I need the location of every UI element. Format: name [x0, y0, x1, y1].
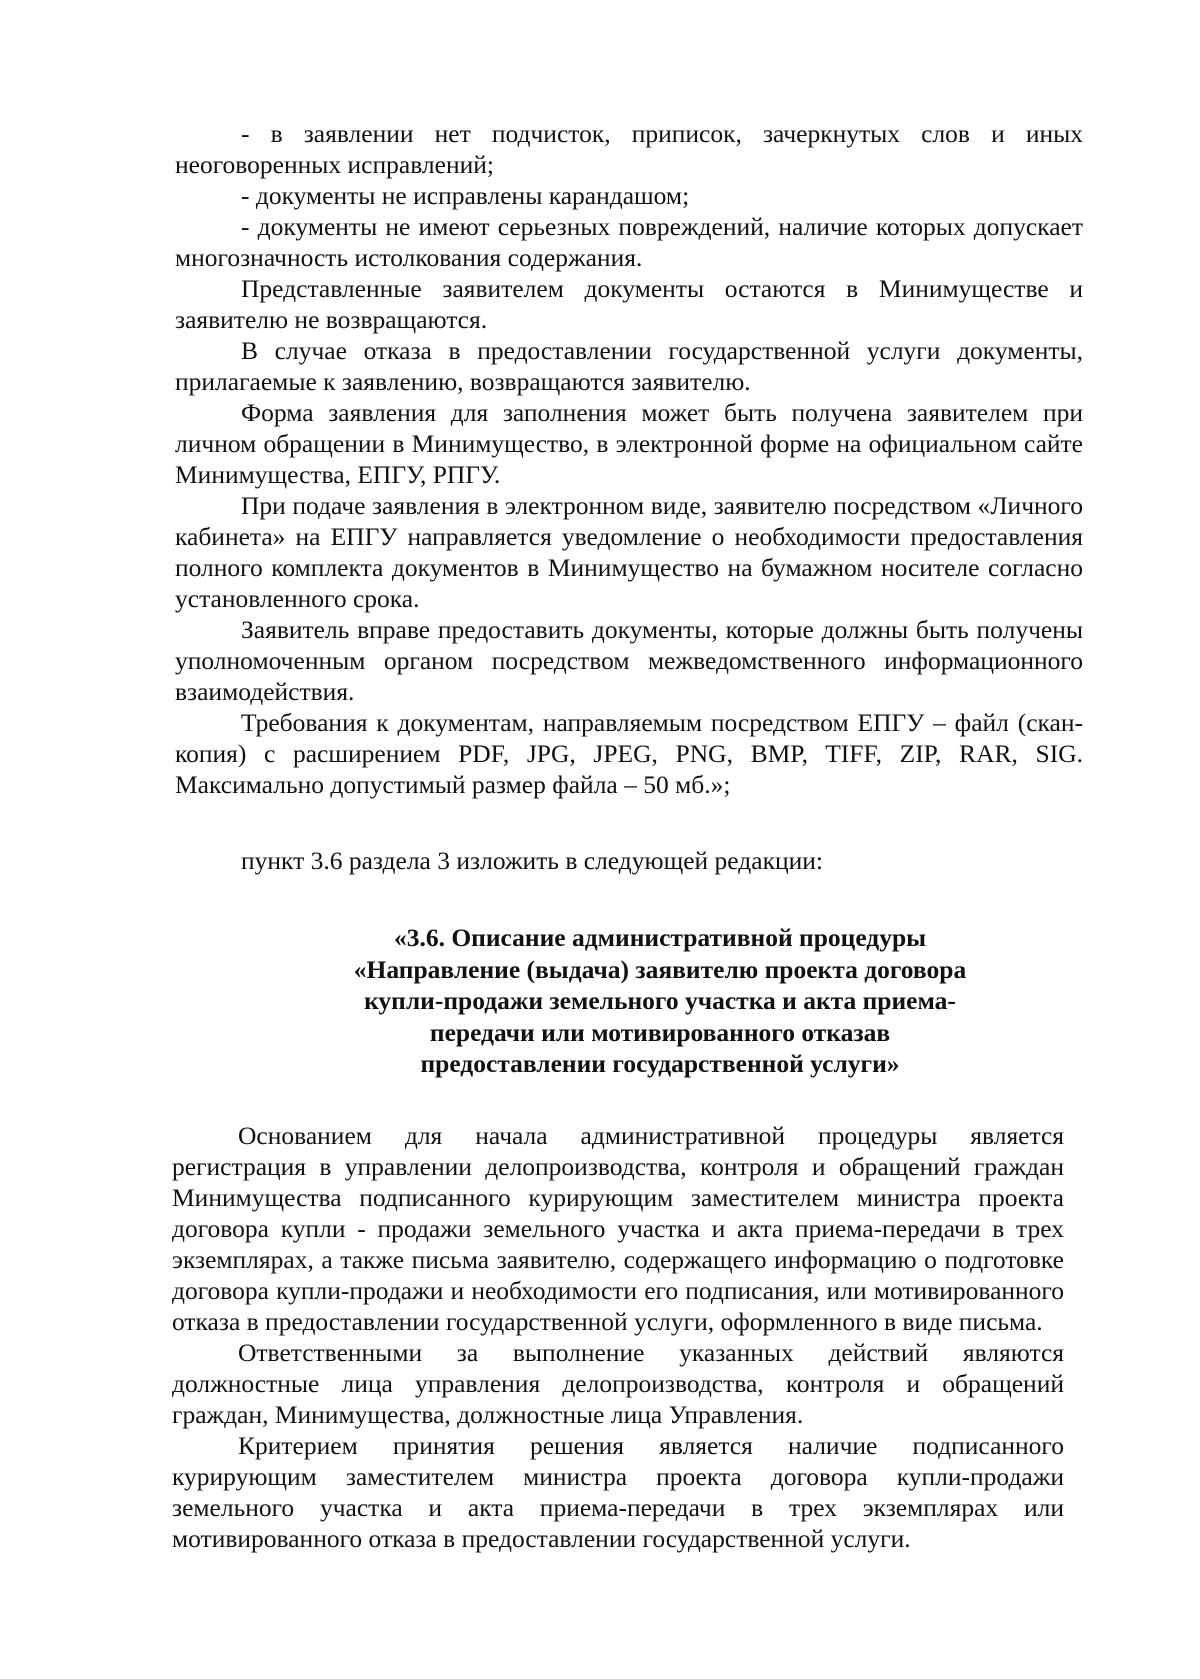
section-heading	[300, 922, 1020, 1080]
heading-line: «3.6. Описание административной процедуры	[393, 923, 927, 952]
heading-line: купли-продажи земельного участка и акта приема-	[364, 986, 956, 1015]
paragraph: - документы не исправлены карандашом;	[241, 181, 690, 210]
paragraph: - документы не имеют серьезных повреждений, наличие которых допускает многозначность истолкования содержания.	[175, 212, 1083, 272]
paragraph: Представленные заявителем документы остаются в Минимуществе и заявителю не возвращаются.	[175, 274, 1083, 334]
paragraph: Критерием принятия решения является наличие подписанного курирующим заместителем министра проекта договора купли-продажи земельного участка и акта приема-передачи в трех экземплярах или мотивированного отказа в предоставлении государственной услуги.	[172, 1431, 1064, 1553]
paragraph: - в заявлении нет подчисток, приписок, зачеркнутых слов и иных неоговоренных исправлений;	[175, 119, 1083, 179]
text-block-bottom	[172, 1120, 1064, 1554]
paragraph: Требования к документам, направляемым посредством ЕПГУ – файл (скан-копия) с расширением PDF, JPG, JPEG, PNG, BMP, TIFF, ZIP, RAR, SIG. Максимально допустимый размер файла – 50 мб.»;	[175, 708, 1083, 799]
text-block-top	[175, 118, 1083, 800]
paragraph: Основанием для начала административной процедуры является регистрация в управлении делопроизводства, контроля и обращений граждан Минимущества подписанного курирующим заместителем министра проекта договора купли - продажи земельного участка и акта приема-передачи в трех экземплярах, а также письма заявителю, содержащего информацию о подготовке договора купли-продажи и необходимости его подписания, или мотивированного отказа в предоставлении государственной услуги, оформленного в виде письма.	[172, 1121, 1064, 1336]
paragraph: Ответственными за выполнение указанных действий являются должностные лица управления делопроизводства, контроля и обращений граждан, Минимущества, должностные лица Управления.	[172, 1338, 1064, 1429]
paragraph: Форма заявления для заполнения может быть получена заявителем при личном обращении в Минимущество, в электронной форме на официальном сайте Минимущества, ЕПГУ, РПГУ.	[175, 398, 1083, 489]
paragraph: В случае отказа в предоставлении государственной услуги документы, прилагаемые к заявлению, возвращаются заявителю.	[175, 336, 1083, 396]
heading-line: предоставлении государственной услуги»	[420, 1049, 900, 1078]
amendment-instruction: пункт 3.6 раздела 3 изложить в следующей редакции:	[241, 846, 823, 875]
paragraph: При подаче заявления в электронном виде, заявителю посредством «Личного кабинета» на ЕПГУ направляется уведомление о необходимости предоставления полного комплекта документов в Минимущество на бумажном носителе согласно установленного срока.	[175, 491, 1083, 613]
heading-line: «Направление (выдача) заявителю проекта договора	[353, 954, 967, 984]
paragraph: Заявитель вправе предоставить документы, которые должны быть получены уполномоченным органом посредством межведомственного информационного взаимодействия.	[175, 615, 1083, 706]
heading-line: передачи или мотивированного отказав	[429, 1017, 891, 1047]
